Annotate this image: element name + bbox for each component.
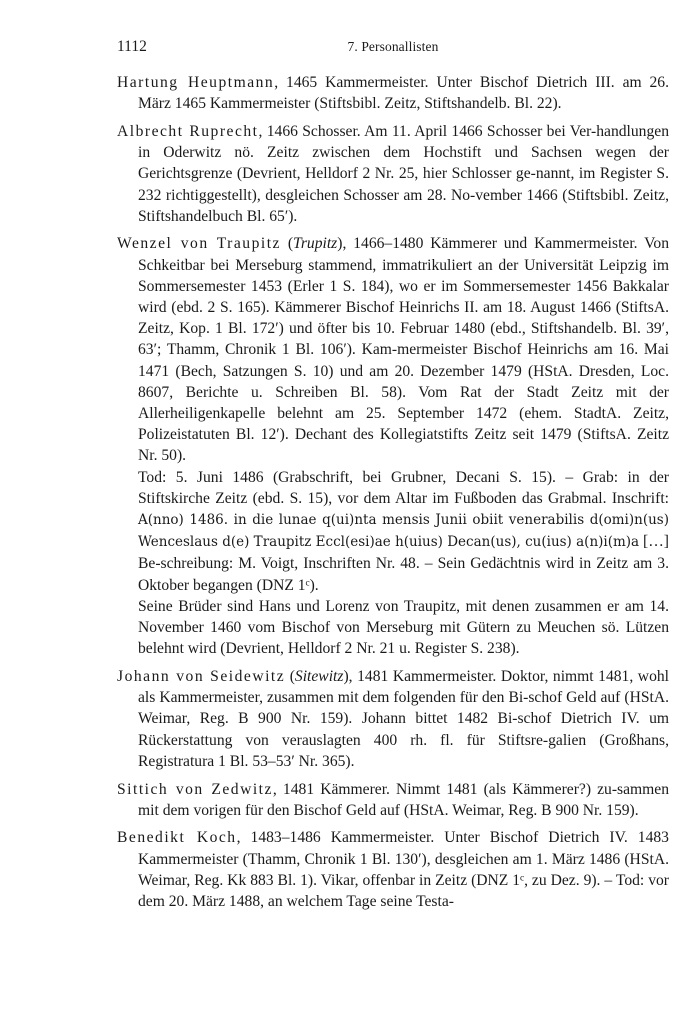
entry-benedikt-koch — [117, 827, 669, 912]
person-name: Johann von Seidewitz — [117, 667, 286, 685]
entry-johann-von-seidewitz — [117, 666, 669, 772]
gothic-inscription: A(nno) 1486. in die lunae q(ui)nta mensis Junii obiit venerabilis d(omi)n(us) Wenceslaus d(e) Traupitz Eccl(esi)ae h(uius) Decan(us), cu(ius) a(n)i(m)a — [138, 512, 669, 551]
page-number: 1112 — [117, 38, 147, 55]
person-name: Albrecht Ruprecht — [117, 122, 259, 140]
entry-text: , 1465 Kammermeister. Unter Bischof Dietrich III. am 26. März 1465 Kammermeister (Stiftsbibl. Zeitz, Stiftshandelb. Bl. 22). — [138, 74, 669, 113]
name-variant: Trupitz — [293, 235, 338, 253]
name-variant-open: ( — [280, 235, 294, 253]
entry-text: ), 1466–1480 Kämmerer und Kammermeister. Von Schkeitbar bei Merseburg stammend, immatrikuliert an der Universität Leipzig im Sommersemester 1453 (Erler 1 S. 184), wo er im Sommersemester 1456 Bakkalar wird (ebd. 2 S. 165). Kämmerer Bischof Heinrichs II. am 18. August 1466 (StiftsA. Zeitz, Kop. 1 Bl. 172′) und öfter bis 10. Februar 1480 (ebd., Stiftshandelb. Bl. 39′, 63′; Thamm, Chronik 1 Bl. 106′). Kam-mermeister Bischof Heinrichs am 16. Mai 1471 (Bech, Satzungen S. 10) und am 20. Dezember 1479 (HStA. Dresden, Loc. 8607, Berichte u. Schreiben Bl. 58). Vom Rat der Stadt Zeitz mit der Allerheiligenkapelle belehnt am 25. September 1472 (ehem. StadtA. Zeitz, Polizeistatuten Bl. 12′). Dechant des Kollegiatstifts Zeitz seit 1479 (StiftsA. Zeitz Nr. 50). — [138, 235, 669, 465]
page-header — [117, 38, 669, 58]
entry-sittich-von-zedwitz — [117, 779, 669, 821]
entry-text: ), 1481 Kammermeister. Doktor, nimmt 1481, wohl als Kammermeister, zusammen mit dem folgenden für den Bi-schof Geld auf (HStA. Weimar, Reg. B 900 Nr. 159). Johann bittet 1482 Bi-schof Dietrich IV. um Rückerstattung von verauslagten 400 rh. fl. für Stiftsre-galien (Großhans, Registratura 1 Bl. 53–53′ Nr. 365). — [138, 667, 669, 770]
page-body — [117, 72, 669, 912]
entry-text: , 1481 Kämmerer. Nimmt 1481 (als Kämmerer?) zu-sammen mit dem vorigen für den Bischof Geld auf (HStA. Weimar, Reg. B 900 Nr. 159). — [138, 780, 669, 819]
entry-wenzel-von-traupitz — [117, 233, 669, 659]
person-name: Sittich von Zedwitz — [117, 780, 273, 798]
entry-text: , 1483–1486 Kammermeister. Unter Bischof Dietrich IV. 1483 Kammermeister (Thamm, Chronik 1 Bl. 130′), desgleichen am 1. März 1486 (HStA. Weimar, Reg. Kk 883 Bl. 1). Vikar, offenbar in Zeitz (DNZ 1ᶜ, zu Dez. 9). – Tod: vor dem 20. März 1488, an welchem Tage seine Testa- — [138, 829, 669, 911]
entry-text: , 1466 Schosser. Am 11. April 1466 Schosser bei Ver-handlungen in Oderwitz nö. Zeitz zwischen dem Hochstift und Sachsen wegen der Gerichtsgrenze (Devrient, Helldorf 2 Nr. 25, hier Schlosser ge-nannt, im Register S. 232 richtiggestellt), desgleichen Schosser am 28. No-vember 1466 (Stiftsbibl. Zeitz, Stiftshandelbuch Bl. 65′). — [138, 122, 669, 225]
person-name: Hartung Heuptmann — [117, 74, 275, 91]
name-variant-open: ( — [285, 667, 295, 685]
brothers-paragraph: Seine Brüder sind Hans und Lorenz von Traupitz, mit denen zusammen er am 14. November 1460 vom Bischof von Merseburg mit Gütern zu Meuchen sö. Lützen belehnt wird (Devrient, Helldorf 2 Nr. 21 u. Register S. 238). — [138, 597, 669, 658]
running-head: 7. Personallisten — [347, 39, 439, 54]
description-text: […] Be-schreibung: M. Voigt, Inschriften Nr. 48. – Sein Gedächtnis wird in Zeitz am 3. Oktober begangen (DNZ 1ᶜ). — [138, 533, 669, 594]
death-text: Tod: 5. Juni 1486 (Grabschrift, bei Grubner, Decani S. 15). – Grab: in der Stiftskirche Zeitz (ebd. S. 15), vor dem Altar im Fußboden das Grabmal. Inschrift: — [138, 468, 669, 507]
death-and-grave-paragraph — [138, 467, 669, 596]
entry-hartung-heuptmann — [117, 72, 669, 114]
name-variant: Sitewitz — [294, 667, 344, 685]
person-name: Wenzel von Traupitz — [117, 235, 281, 253]
entry-albrecht-ruprecht — [117, 121, 669, 227]
person-name: Benedikt Koch — [117, 829, 237, 847]
